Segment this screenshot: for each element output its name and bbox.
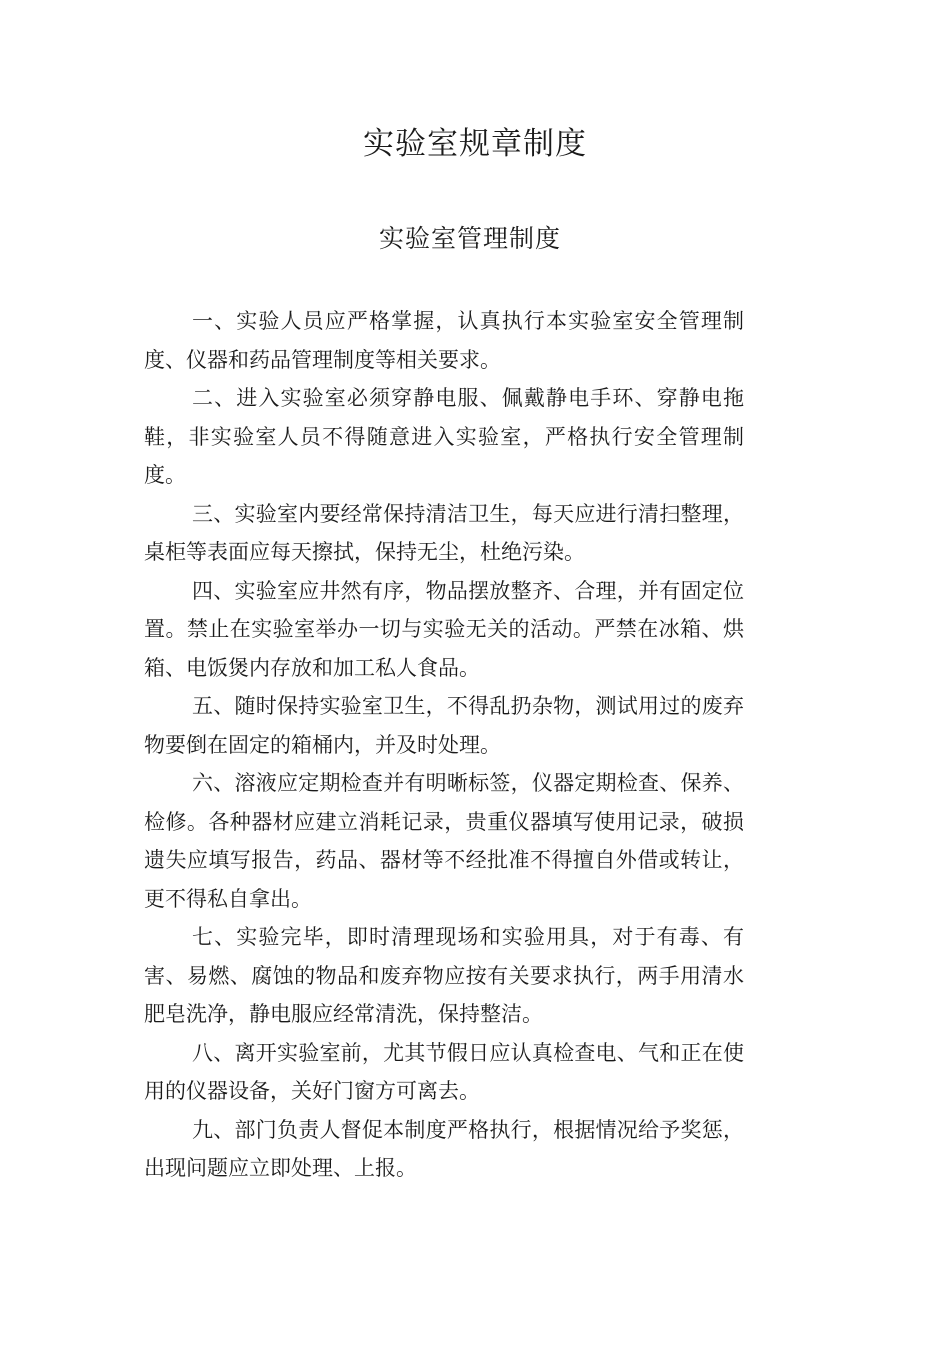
document-title: 实验室规章制度 xyxy=(363,126,587,162)
rule-paragraph: 六、溶液应定期检查并有明晰标签，仪器定期检查、保养、检修。各种器材应建立消耗记录，贵重仪器填写使用记录，破损遗失应填写报告，药品、器材等不经批准不得擅自外借或转让，更不得私自拿出。 xyxy=(144,771,744,911)
rule-paragraph: 三、实验室内要经常保持清洁卫生，每天应进行清扫整理，桌柜等表面应每天擦拭，保持无尘，杜绝污染。 xyxy=(144,501,744,564)
rule-paragraph: 八、离开实验室前，尤其节假日应认真检查电、气和正在使用的仪器设备，关好门窗方可离去。 xyxy=(144,1040,744,1103)
rule-paragraph: 五、随时保持实验室卫生，不得乱扔杂物，测试用过的废弃物要倒在固定的箱桶内，并及时处理。 xyxy=(144,694,744,757)
rules-list xyxy=(144,302,744,1188)
rule-paragraph: 九、部门负责人督促本制度严格执行，根据情况给予奖惩，出现问题应立即处理、上报。 xyxy=(144,1117,744,1180)
rule-paragraph: 一、实验人员应严格掌握，认真执行本实验室安全管理制度、仪器和药品管理制度等相关要求。 xyxy=(144,309,744,372)
rule-paragraph: 二、进入实验室必须穿静电服、佩戴静电手环、穿静电拖鞋，非实验室人员不得随意进入实验室，严格执行安全管理制度。 xyxy=(144,386,744,487)
section-title: 实验室管理制度 xyxy=(378,224,561,253)
rule-paragraph: 七、实验完毕，即时清理现场和实验用具，对于有毒、有害、易燃、腐蚀的物品和废弃物应按有关要求执行，两手用清水肥皂洗净，静电服应经常清洗，保持整洁。 xyxy=(144,925,744,1026)
rule-paragraph: 四、实验室应井然有序，物品摆放整齐、合理，并有固定位置。禁止在实验室举办一切与实验无关的活动。严禁在冰箱、烘箱、电饭煲内存放和加工私人食品。 xyxy=(144,578,744,680)
